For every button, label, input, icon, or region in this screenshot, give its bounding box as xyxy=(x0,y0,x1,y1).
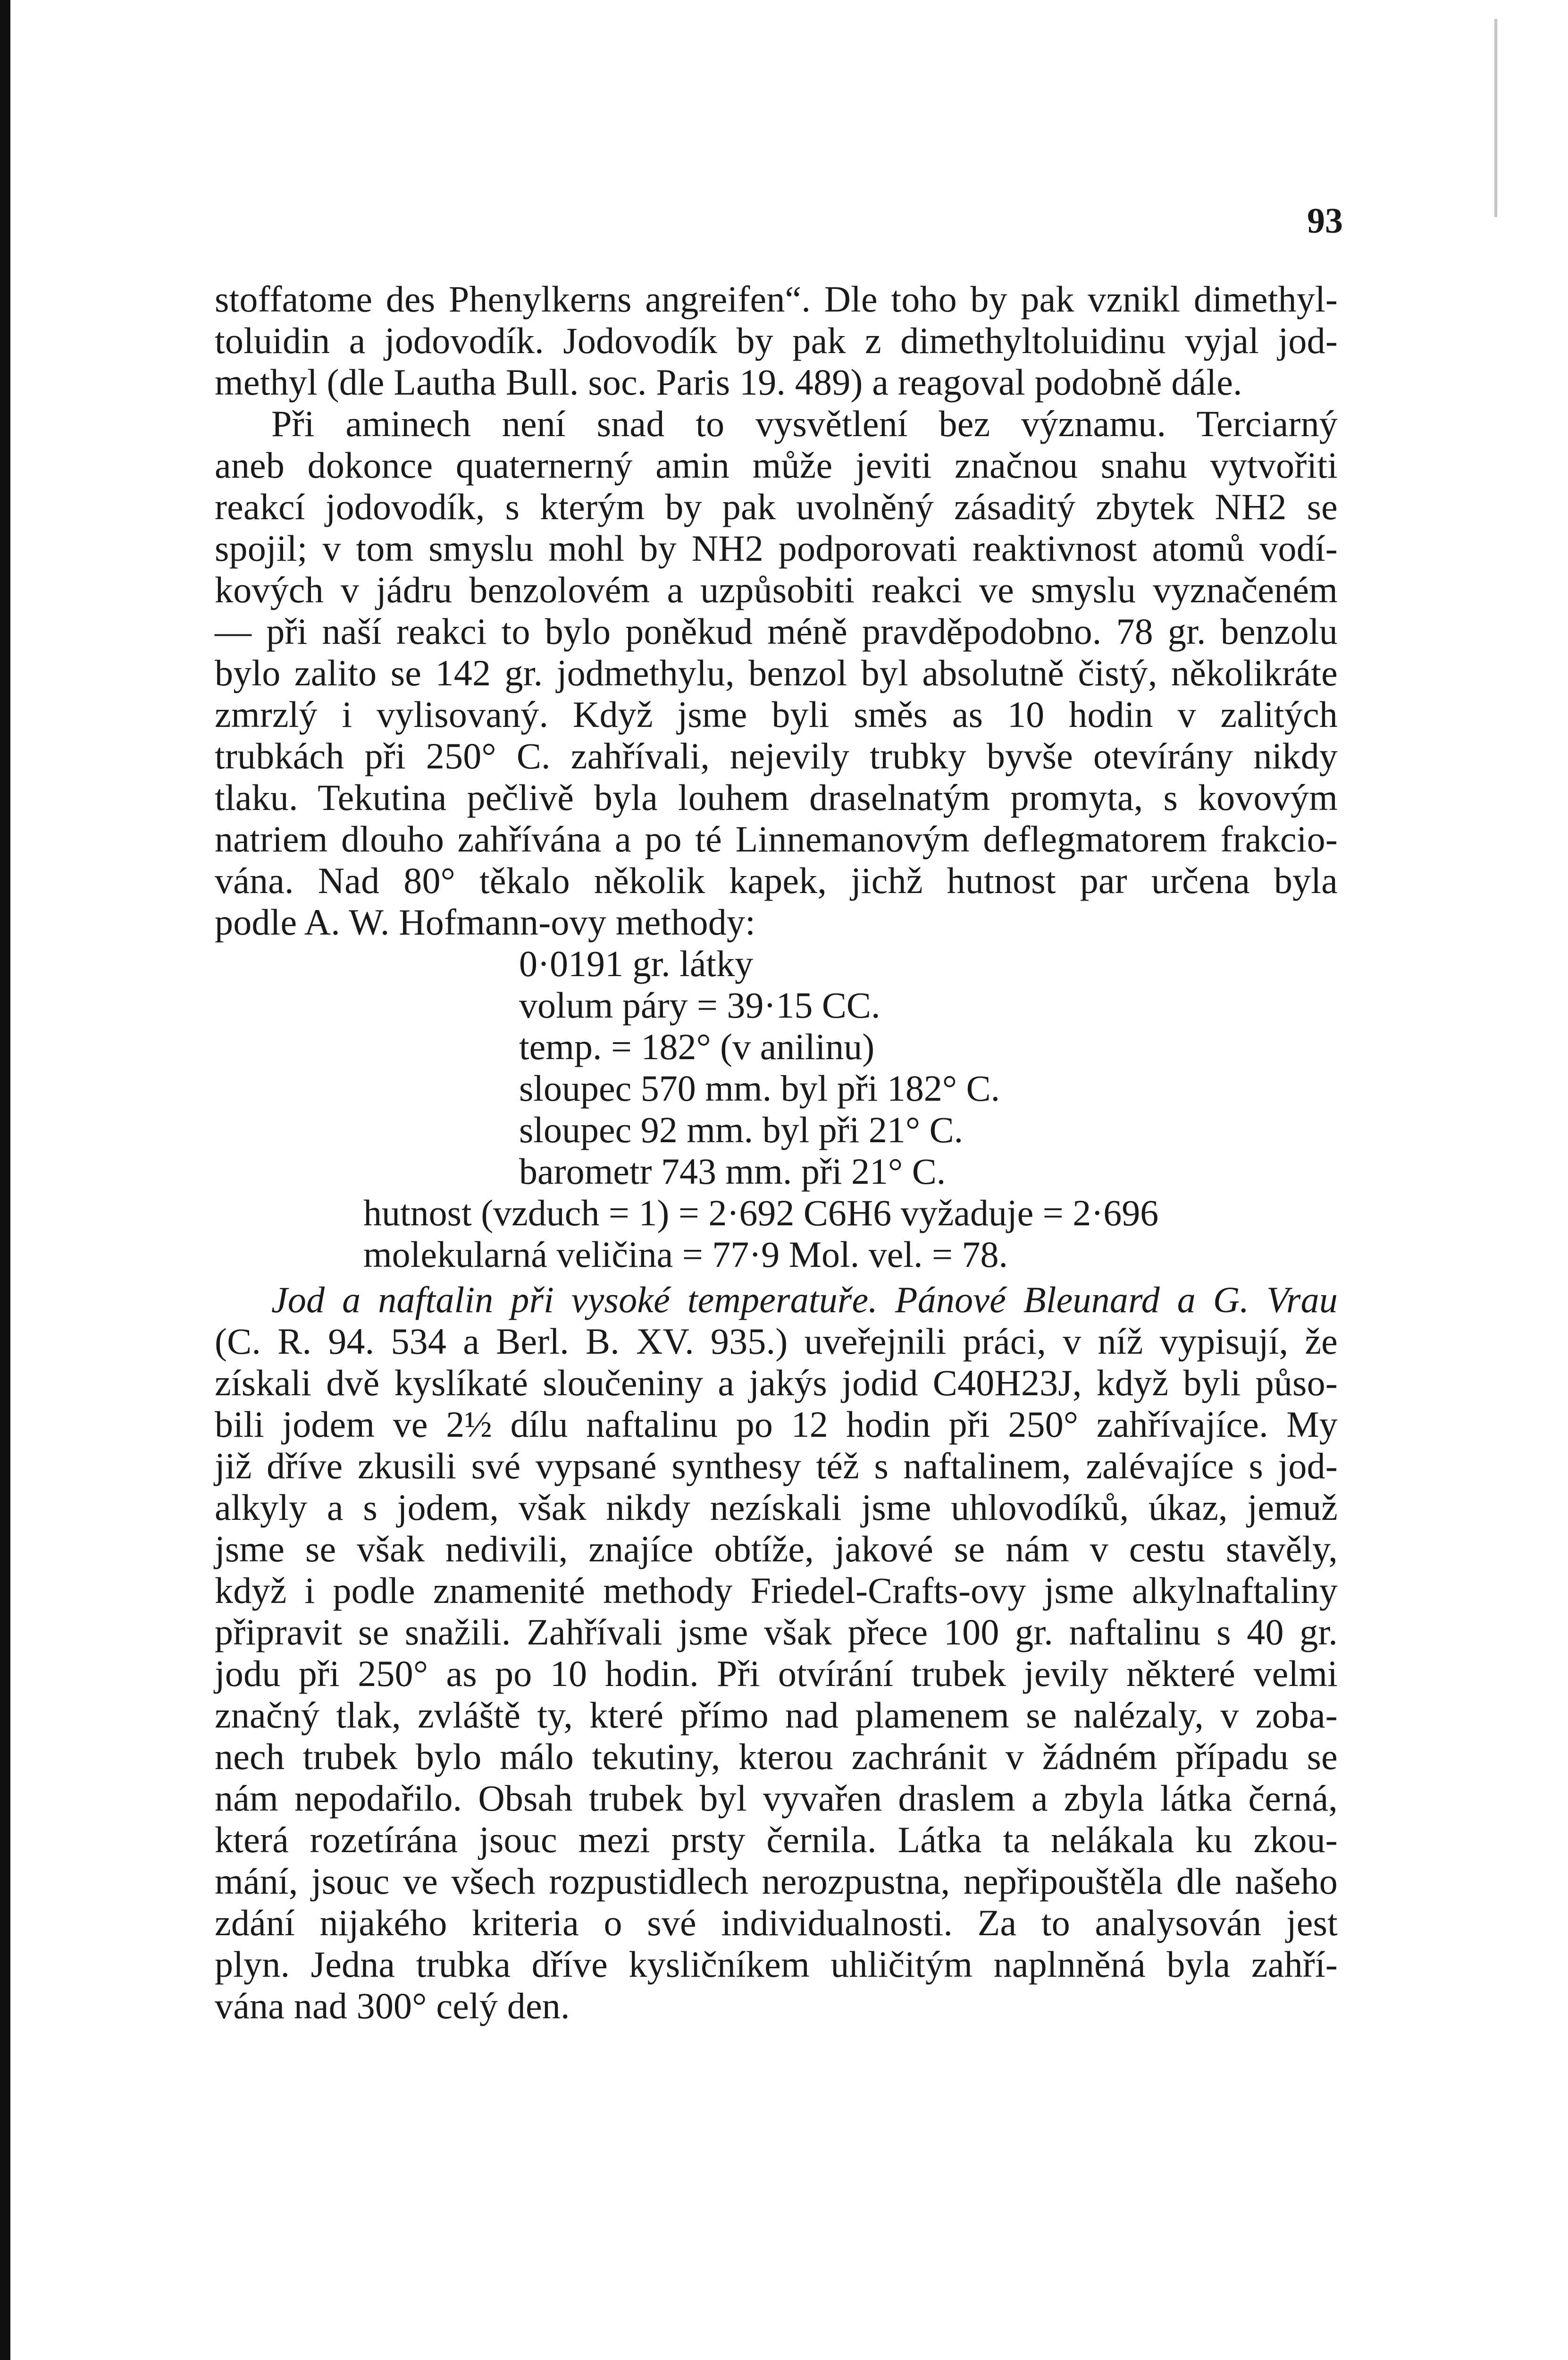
text-line: stoffatome des Phenylkerns angreifen“. Dle toho by pak vznikl dimethyl- xyxy=(215,278,1338,320)
text-line: zdání nijakého kriteria o své individualnosti. Za to analysován jest xyxy=(215,1902,1338,1943)
text-line: mání, jsouc ve všech rozpustidlech nerozpustna, nepřipouštěla dle našeho xyxy=(215,1861,1338,1902)
text-line: jsme se však nedivili, znajíce obtíže, jakové se nám v cestu stavěly, xyxy=(215,1528,1338,1569)
result-line: molekularná veličina = 77·9 Mol. vel. = 78. xyxy=(363,1234,1008,1275)
paragraph-2 xyxy=(215,403,1338,943)
measurement-block xyxy=(215,943,1338,1192)
text-line: značný tlak, zvláště ty, které přímo nad plamenem se nalézaly, v zoba- xyxy=(215,1694,1338,1736)
text-line: plyn. Jedna trubka dříve kysličníkem uhličitým naplnněná byla zahří- xyxy=(215,1944,1338,1985)
text-line: již dříve zkusili své vypsané synthesy též s naftalinem, zalévajíce s jod- xyxy=(215,1445,1338,1486)
measurement-line: sloupec 570 mm. byl při 182° C. xyxy=(519,1068,1000,1109)
measurement-line: 0·0191 gr. látky xyxy=(519,943,754,984)
text-line: nech trubek bylo málo tekutiny, kterou zachránit v žádném případu se xyxy=(215,1736,1338,1777)
text-line: — při naší reakci to bylo poněkud méně pravděpodobno. 78 gr. benzolu xyxy=(215,611,1338,652)
text-line: bili jodem ve 2½ dílu naftalinu po 12 hodin při 250° zahřívajíce. My xyxy=(215,1404,1338,1445)
measurement-line: volum páry = 39·15 CC. xyxy=(519,985,880,1026)
text-line: připravit se snažili. Zahřívali jsme však přece 100 gr. naftalinu s 40 gr. xyxy=(215,1611,1338,1652)
paragraph-3 xyxy=(215,1279,1338,2027)
result-block xyxy=(215,1192,1338,1275)
text-line: toluidin a jodovodík. Jodovodík by pak z dimethyltoluidinu vyjal jod- xyxy=(215,320,1338,361)
measurement-line: sloupec 92 mm. byl při 21° C. xyxy=(519,1109,964,1150)
text-line: natriem dlouho zahřívána a po té Linnemanovým deflegmatorem frakcio- xyxy=(215,818,1338,860)
text-line: vána nad 300° celý den. xyxy=(215,1985,570,2026)
text-line: spojil; v tom smyslu mohl by NH2 podporovati reaktivnost atomů vodí- xyxy=(215,528,1338,569)
text-line: získali dvě kyslíkaté sloučeniny a jakýs jodid C40H23J, když byli půso- xyxy=(215,1362,1338,1403)
text-line: zmrzlý i vylisovaný. Když jsme byli směs as 10 hodin v zalitých xyxy=(215,694,1338,735)
text-line: vána. Nad 80° těkalo několik kapek, jichž hutnost par určena byla xyxy=(215,860,1338,901)
text-line: tlaku. Tekutina pečlivě byla louhem draselnatým promyta, s kovovým xyxy=(215,777,1338,818)
scan-artifact xyxy=(1494,19,1554,217)
scan-binding-edge xyxy=(0,0,10,2360)
text-line: kových v jádru benzolovém a uzpůsobiti reakci ve smyslu vyznačeném xyxy=(215,569,1338,610)
page-number: 93 xyxy=(1307,201,1343,241)
text-line: aneb dokonce quaternerný amin může jeviti značnou snahu vytvořiti xyxy=(215,445,1338,486)
text-line: (C. R. 94. 534 a Berl. B. XV. 935.) uveřejnili práci, v níž vypisují, že xyxy=(215,1321,1338,1362)
text-line: reakcí jodovodík, s kterým by pak uvolněný zásaditý zbytek NH2 se xyxy=(215,486,1338,527)
section-heading-line: Jod a naftalin při vysoké temperatuře. Pánové Bleunard a G. Vrau xyxy=(271,1279,1338,1320)
text-line: methyl (dle Lautha Bull. soc. Paris 19. 489) a reagoval podobně dále. xyxy=(215,362,1242,403)
result-line: hutnost (vzduch = 1) = 2·692 C6H6 vyžaduje = 2·696 xyxy=(363,1192,1159,1233)
text-line: podle A. W. Hofmann-ovy methody: xyxy=(215,902,755,943)
paragraph-1 xyxy=(215,278,1338,403)
text-line: Při aminech není snad to vysvětlení bez významu. Terciarný xyxy=(271,403,1338,444)
text-line: bylo zalito se 142 gr. jodmethylu, benzol byl absolutně čistý, několikráte xyxy=(215,652,1338,693)
text-line: trubkách při 250° C. zahřívali, nejevily trubky byvše otevírány nikdy xyxy=(215,735,1338,776)
measurement-line: barometr 743 mm. při 21° C. xyxy=(519,1151,946,1192)
text-line: jodu při 250° as po 10 hodin. Při otvírání trubek jevily některé velmi xyxy=(215,1653,1338,1694)
page-body xyxy=(215,278,1338,2027)
text-line: když i podle znamenité methody Friedel-Crafts-ovy jsme alkylnaftaliny xyxy=(215,1570,1338,1611)
text-line: která rozetírána jsouc mezi prsty černila. Látka ta nelákala ku zkou- xyxy=(215,1819,1338,1860)
measurement-line: temp. = 182° (v anilinu) xyxy=(519,1026,875,1067)
text-line: nám nepodařilo. Obsah trubek byl vyvařen draslem a zbyla látka černá, xyxy=(215,1778,1338,1819)
text-line: alkyly a s jodem, však nikdy nezískali jsme uhlovodíků, úkaz, jemuž xyxy=(215,1487,1338,1528)
